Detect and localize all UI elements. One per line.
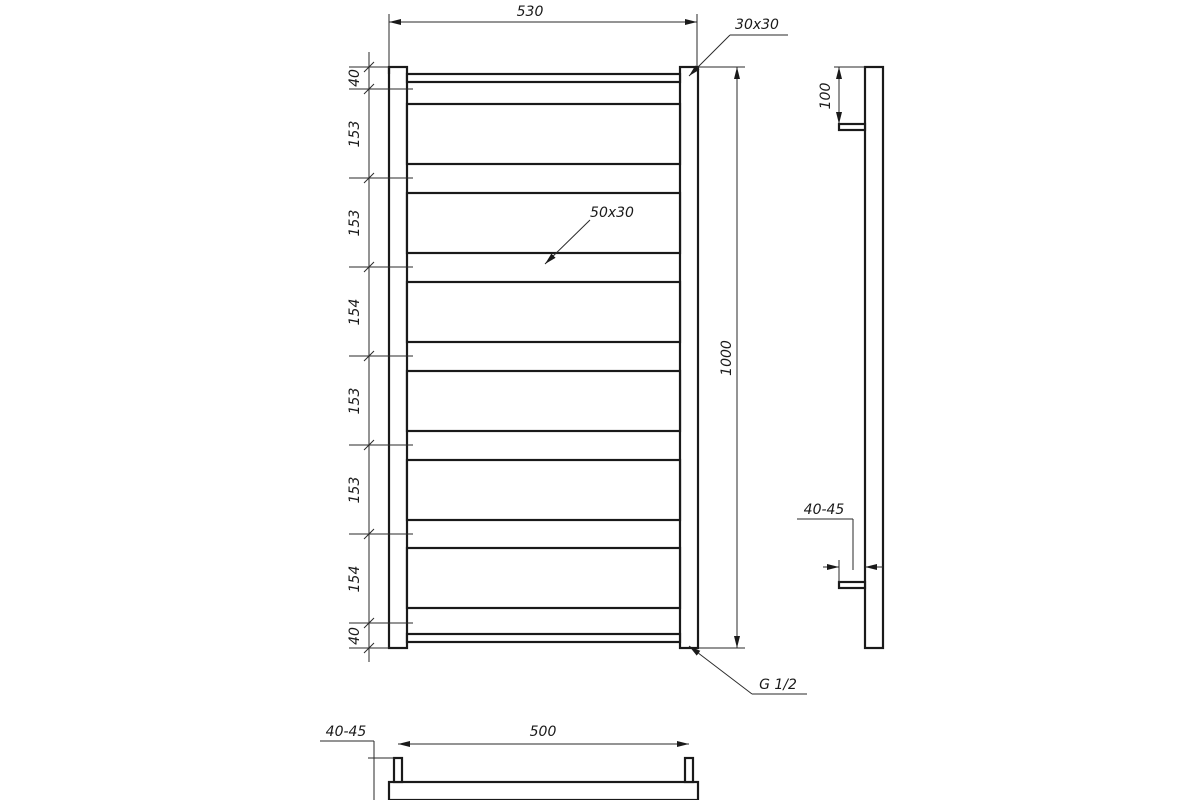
label-axis-distance: 500: [529, 724, 557, 740]
rung-4: [407, 371, 680, 431]
side-riser: [865, 67, 883, 648]
label-height-overall: 1000: [719, 340, 735, 376]
label-wall-offset-side: 40-45: [803, 502, 845, 518]
label-pitch-1: 153: [347, 120, 363, 148]
label-pitch-4: 153: [347, 387, 363, 415]
bottom-bar: [407, 634, 680, 642]
label-pitch-6: 154: [347, 565, 363, 593]
bottom-view-post-left: [394, 758, 402, 782]
label-pitch-5: 153: [347, 476, 363, 504]
label-pitch-3: 154: [347, 298, 363, 326]
dimension-width: [389, 4, 697, 66]
label-pitch-2: 153: [347, 209, 363, 237]
front-view: [389, 67, 698, 648]
label-connection: G 1/2: [759, 677, 797, 693]
label-bar-profile: 50x30: [590, 205, 634, 221]
label-gap-bottom: 40: [347, 627, 363, 645]
right-riser: [680, 67, 698, 648]
top-bracket: [839, 124, 865, 130]
bottom-view: [320, 724, 698, 800]
dimension-height: [699, 67, 745, 648]
label-width-overall: 530: [516, 4, 544, 20]
rung-3: [407, 282, 680, 342]
label-wall-offset-bottom: 40-45: [325, 724, 367, 740]
label-riser-profile: 30x30: [735, 17, 779, 33]
label-top-bracket: 100: [818, 82, 834, 110]
rung-1: [407, 104, 680, 164]
bottom-view-base: [389, 782, 698, 800]
top-bar: [407, 74, 680, 82]
bottom-view-post-right: [685, 758, 693, 782]
rung-6: [407, 548, 680, 608]
label-gap-top: 40: [347, 69, 363, 87]
leader-connection: [689, 646, 807, 694]
rung-5: [407, 460, 680, 520]
bottom-bracket: [839, 582, 865, 588]
left-riser: [389, 67, 407, 648]
rung-2: [407, 193, 680, 253]
side-view: [797, 67, 883, 648]
